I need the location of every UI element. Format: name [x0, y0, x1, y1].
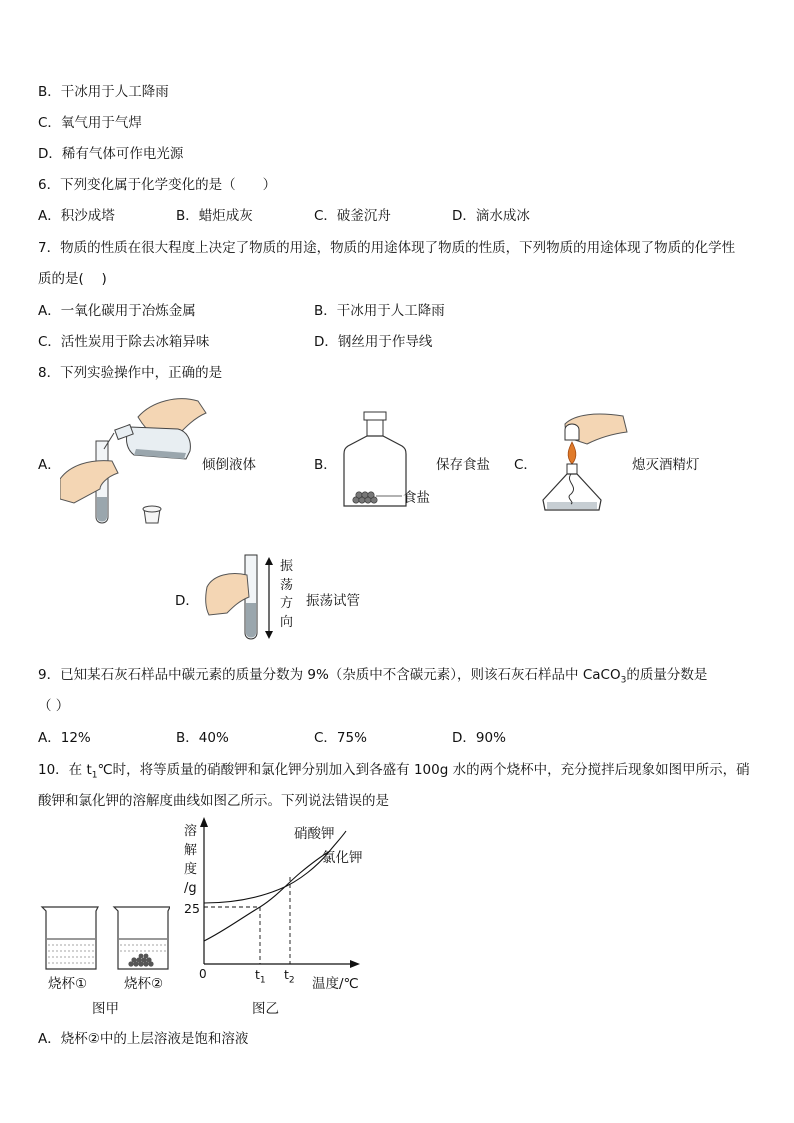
q8-d-arrow-text: [280, 558, 293, 632]
option-b-dry-ice: B．干冰用于人工降雨: [38, 84, 169, 100]
q8-a-letter: A．: [38, 457, 61, 473]
question-6: 6．下列变化属于化学变化的是（ ）: [38, 177, 277, 193]
question-9-line-2: （ ）: [38, 698, 70, 714]
beaker-1-label: 烧杯①: [48, 976, 88, 992]
y-axis-label-char: 溶: [184, 824, 198, 839]
question-7-line-1: 7．物质的性质在很大程度上决定了物质的用途，物质的用途体现了物质的性质，下列物质的用途体现了物质的化学性: [38, 240, 736, 256]
q6-option-a: A．积沙成塔: [38, 208, 115, 224]
question-8: 8．下列实验操作中，正确的是: [38, 365, 223, 381]
question-10-line-1: [38, 761, 750, 785]
option-c-oxygen: C．氧气用于气焊: [38, 115, 142, 131]
q10-subscript: 1: [91, 770, 98, 781]
q8-d-arrow-char: 方: [280, 596, 294, 611]
q8-b-salt-label: 食盐: [403, 490, 430, 506]
figure-yi-caption: 图乙: [252, 1001, 279, 1017]
q9-option-a: A．12%: [38, 730, 91, 746]
q8-b-caption: 保存食盐: [436, 457, 490, 473]
q6-option-c: C．破釜沉舟: [314, 208, 391, 224]
x-axis-arrow: [350, 960, 360, 968]
beaker-2-label: 烧杯②: [124, 976, 164, 992]
salt-bottle-illustration: [340, 410, 410, 510]
q8-c-caption: 熄灭酒精灯: [632, 457, 700, 473]
y-tick-25: 25: [184, 901, 200, 916]
q7-option-a: A．一氧化碳用于冶炼金属: [38, 303, 196, 319]
t2-text: t: [284, 967, 289, 982]
q9-text-post: 的质量分数是: [626, 667, 708, 683]
q7-option-c: C．活性炭用于除去冰箱异味: [38, 334, 210, 350]
pouring-liquid-illustration: [60, 393, 210, 528]
q10-text-pre: 10．在 t: [38, 762, 92, 778]
y-axis-label-char: 解: [184, 843, 198, 858]
question-9-line-1: [38, 666, 707, 690]
q6-option-d: D．滴水成冰: [452, 208, 530, 224]
alcohol-lamp-illustration: [535, 410, 630, 515]
solubility-curve-chart: [180, 815, 370, 995]
potassium-chloride-curve: [204, 851, 330, 941]
t1-label: [255, 967, 266, 986]
series-label-potassium-nitrate: 硝酸钾: [294, 826, 335, 842]
figure-jia-caption: 图甲: [92, 1001, 119, 1017]
y-axis-label-char: /g: [184, 881, 197, 896]
q8-d-caption: 振荡试管: [306, 593, 360, 609]
q8-b-letter: B．: [314, 457, 337, 473]
t2-subscript: 2: [288, 975, 295, 986]
q10-option-a: A．烧杯②中的上层溶液是饱和溶液: [38, 1031, 249, 1047]
option-d-noble-gas: D．稀有气体可作电光源: [38, 146, 184, 162]
t1-subscript: 1: [259, 975, 266, 986]
t2-label: [284, 967, 295, 986]
q8-d-arrow-char: 荡: [280, 577, 294, 593]
q10-text-post: ℃时，将等质量的硝酸钾和氯化钾分别加入到各盛有 100g 水的两个烧杯中，充分搅拌后现象如图甲所示，硝: [97, 762, 750, 778]
q9-option-c: C．75%: [314, 730, 367, 746]
q8-d-letter: D．: [175, 593, 199, 609]
t1-text: t: [255, 967, 260, 982]
q6-option-b: B．蜡炬成灰: [176, 208, 253, 224]
q8-d-arrow-char: 向: [280, 614, 294, 630]
q9-subscript: 3: [620, 675, 627, 686]
shaking-test-tube-illustration: [203, 553, 278, 643]
origin-label: 0: [199, 967, 207, 981]
question-7-line-2: 质的是( ): [38, 271, 107, 287]
y-axis-arrow: [200, 817, 208, 827]
q7-option-b: B．干冰用于人工降雨: [314, 303, 445, 319]
q8-a-caption: 倾倒液体: [202, 457, 256, 473]
question-10-line-2: 酸钾和氯化钾的溶解度曲线如图乙所示。下列说法错误的是: [38, 793, 389, 809]
beakers-illustration: [38, 905, 170, 973]
y-axis-label-char: 度: [184, 862, 198, 877]
q9-option-b: B．40%: [176, 730, 229, 746]
q8-d-arrow-char: 振: [280, 559, 294, 574]
q9-option-d: D．90%: [452, 730, 506, 746]
x-axis-label: 温度/℃: [312, 976, 359, 992]
series-label-potassium-chloride: 氯化钾: [322, 850, 363, 866]
q8-c-letter: C．: [514, 457, 537, 473]
q7-option-d: D．钢丝用于作导线: [314, 334, 433, 350]
q9-text-pre: 9．已知某石灰石样品中碳元素的质量分数为 9%（杂质中不含碳元素），则该石灰石样品中 CaCO: [38, 667, 621, 683]
